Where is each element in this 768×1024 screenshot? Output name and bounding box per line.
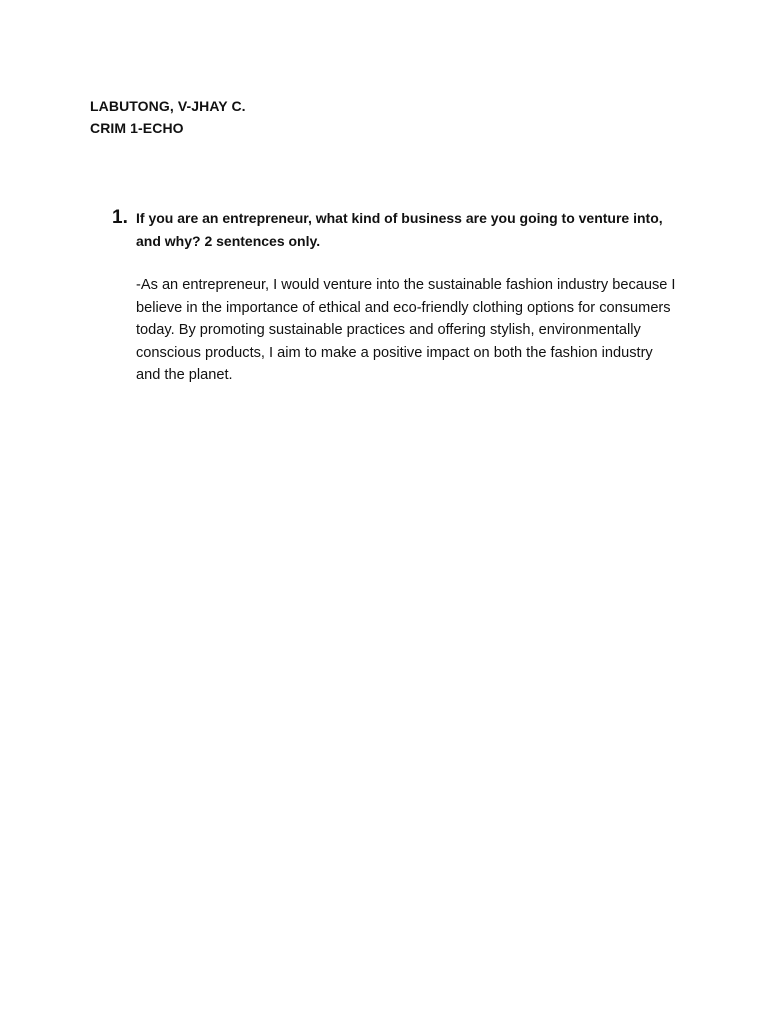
question-item <box>112 207 692 387</box>
student-header <box>90 95 246 139</box>
student-section: CRIM 1-ECHO <box>90 120 184 136</box>
question-row <box>112 207 692 253</box>
answer-text: -As an entrepreneur, I would venture into the sustainable fashion industry because I believe in the importance of ethical and eco-friendly clothing options for consumers today. By promoting sustainable practices and offering stylish, environmentally conscious products, I aim to make a positive impact on both the fashion industry and the planet. <box>136 277 676 383</box>
student-name: LABUTONG, V-JHAY C. <box>90 98 246 114</box>
question-number: 1. <box>112 207 128 228</box>
question-text: If you are an entrepreneur, what kind of business are you going to venture into, and why? 2 sentences only. <box>136 210 663 249</box>
